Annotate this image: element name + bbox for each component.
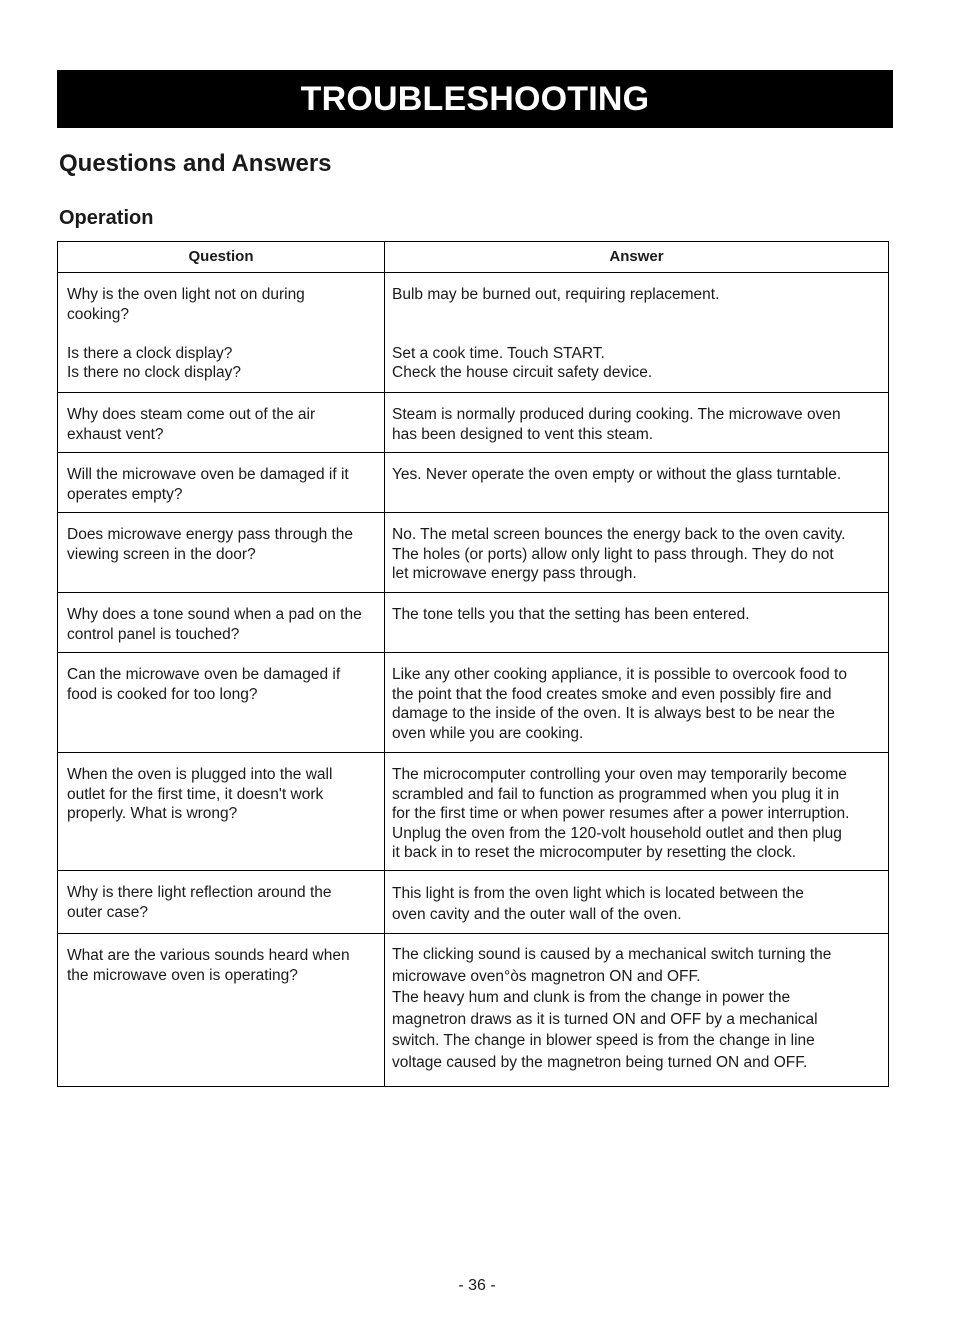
question-column-header: Question — [58, 242, 385, 273]
answer-cell: The clicking sound is caused by a mechanical switch turning the microwave oven°òs magnetron ON and OFF. The heavy hum and clunk is from the change in power the magnetron draws as it is turned ON and OFF by a mechanical switch. The change in blower speed is from the change in line voltage caused by the magnetron being turned ON and OFF. — [385, 934, 889, 1087]
answer-cell: Like any other cooking appliance, it is possible to overcook food to the point that the food creates smoke and even possibly fire and damage to the inside of the oven. It is always best to be near the oven while you are cooking. — [385, 653, 889, 753]
answer-cell: The microcomputer controlling your oven may temporarily become scrambled and fail to function as programmed when you plug it in for the first time or when power resumes after a power interruption. Unplug the oven from the 120-volt household outlet and then plug it back in to reset the microcomputer by resetting the clock. — [385, 753, 889, 871]
qa-table — [57, 241, 889, 1087]
question-cell: Why is there light reflection around the outer case? — [58, 871, 385, 934]
answer-cell: Yes. Never operate the oven empty or without the glass turntable. — [385, 453, 889, 513]
section-title: Questions and Answers — [59, 150, 332, 177]
banner-title: TROUBLESHOOTING — [300, 79, 650, 118]
table-row — [58, 753, 889, 871]
table-row — [58, 393, 889, 453]
question-cell: Will the microwave oven be damaged if it operates empty? — [58, 453, 385, 513]
table-row — [58, 513, 889, 593]
table-row — [58, 871, 889, 934]
subsection-title: Operation — [59, 207, 154, 229]
table-row — [58, 453, 889, 513]
troubleshooting-banner — [57, 70, 893, 128]
question-cell: Why does a tone sound when a pad on the control panel is touched? — [58, 593, 385, 653]
question-cell: What are the various sounds heard when the microwave oven is operating? — [58, 934, 385, 1087]
question-cell: Why does steam come out of the air exhaust vent? — [58, 393, 385, 453]
answer-cell: This light is from the oven light which is located between the oven cavity and the outer wall of the oven. — [385, 871, 889, 934]
answer-column-header: Answer — [385, 242, 889, 273]
page-number: - 36 - — [458, 1277, 496, 1294]
answer-cell: Bulb may be burned out, requiring replacement. Set a cook time. Touch START. Check the house circuit safety device. — [385, 273, 889, 393]
question-cell: Why is the oven light not on during cooking? Is there a clock display? Is there no clock display? — [58, 273, 385, 393]
table-row — [58, 934, 889, 1087]
question-cell: Does microwave energy pass through the viewing screen in the door? — [58, 513, 385, 593]
answer-cell: No. The metal screen bounces the energy back to the oven cavity. The holes (or ports) allow only light to pass through. They do not let microwave energy pass through. — [385, 513, 889, 593]
answer-cell: The tone tells you that the setting has been entered. — [385, 593, 889, 653]
question-cell: Can the microwave oven be damaged if food is cooked for too long? — [58, 653, 385, 753]
table-header-row — [58, 242, 889, 273]
question-cell: When the oven is plugged into the wall outlet for the first time, it doesn't work properly. What is wrong? — [58, 753, 385, 871]
table-row — [58, 593, 889, 653]
table-row — [58, 653, 889, 753]
answer-cell: Steam is normally produced during cooking. The microwave oven has been designed to vent this steam. — [385, 393, 889, 453]
table-row — [58, 273, 889, 393]
